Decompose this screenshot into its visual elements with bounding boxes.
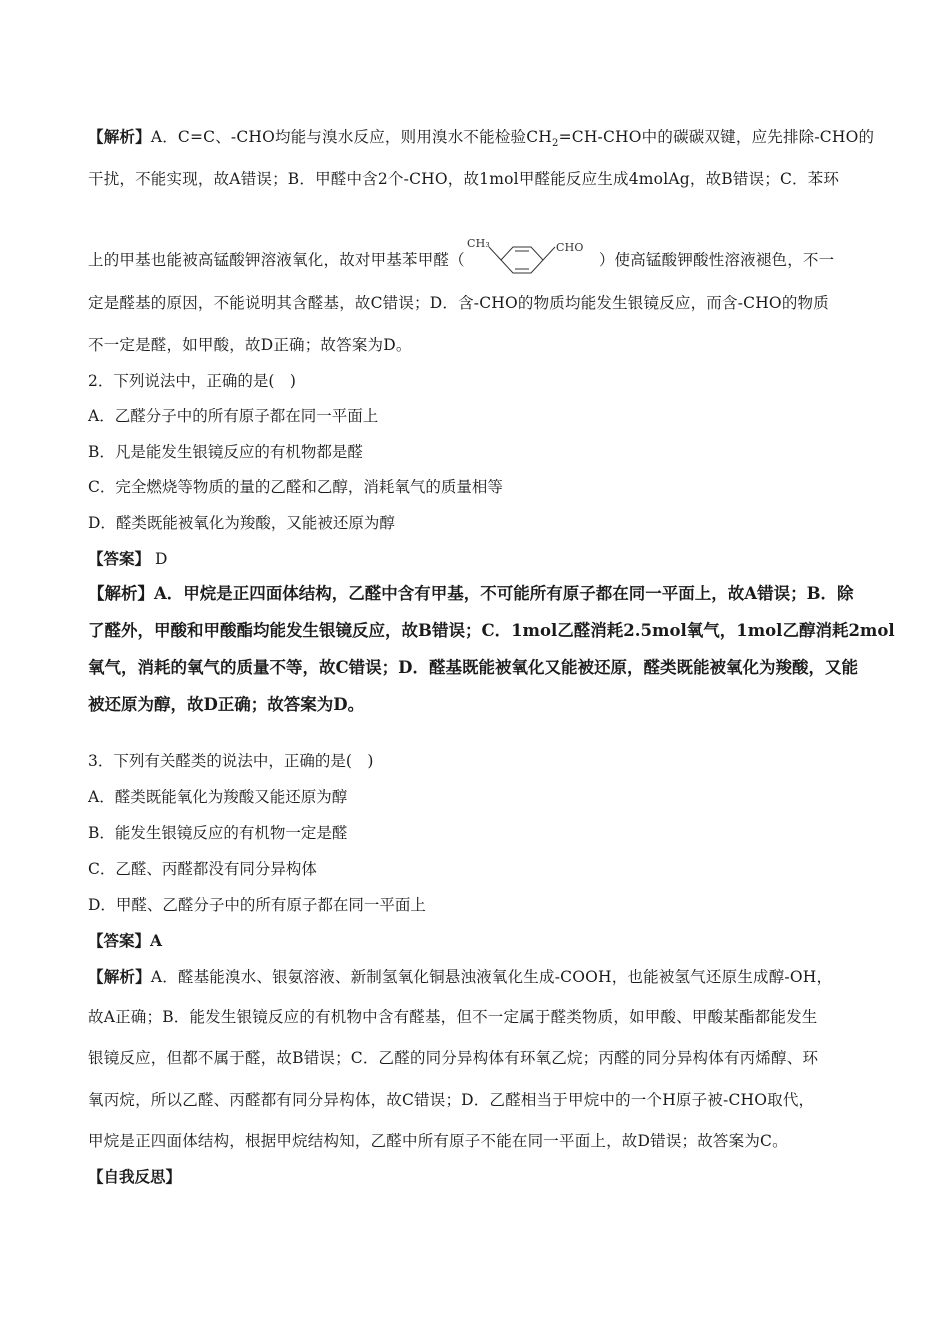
q2-analysis-line-2: 了醛外，甲酸和甲酸酯均能发生银镜反应，故B错误；C．1mol乙醛消耗2.5mol氧气，1mol乙醇消耗2mol	[88, 621, 895, 640]
text: A．C=C、-CHO均能与溴水反应，则用溴水不能检验CH	[150, 128, 553, 146]
text: 上的甲基也能被高锰酸钾溶液氧化，故对甲基苯甲醛（	[88, 251, 465, 269]
answer-value: D	[150, 550, 168, 568]
answer-tag: 【答案】	[88, 549, 151, 568]
subscript: 2	[552, 138, 559, 150]
q1-analysis-line-4: 定是醛基的原因，不能说明其含醛基，故C错误；D．含-CHO的物质均能发生银镜反应，而含-CHO的物质	[88, 294, 829, 312]
q2-analysis-line-4: 被还原为醇，故D正确；故答案为D。	[88, 695, 365, 714]
q3-option-d: D．甲醛、乙醛分子中的所有原子都在同一平面上	[88, 896, 426, 914]
q1-analysis-line-3	[88, 232, 834, 289]
q2-option-c: C．完全燃烧等物质的量的乙醛和乙醇，消耗氧气的质量相等	[88, 478, 503, 496]
q1-analysis-line-5: 不一定是醛，如甲酸，故D正确；故答案为D。	[88, 336, 412, 354]
q3-analysis-line-5: 甲烷是正四面体结构，根据甲烷结构知，乙醛中所有原子不能在同一平面上，故D错误；故答案为C。	[88, 1132, 788, 1150]
q2-option-b: B．凡是能发生银镜反应的有机物都是醛	[88, 443, 363, 461]
q3-option-c: C．乙醛、丙醛都没有同分异构体	[88, 860, 317, 878]
text: A．甲烷是正四面体结构，乙醛中含有甲基，不可能所有原子都在同一平面上，故A错误；B．除	[154, 584, 854, 603]
q3-option-a: A．醛类既能氧化为羧酸又能还原为醇	[88, 788, 348, 806]
q3-analysis-line-3: 银镜反应，但都不属于醛，故B错误；C．乙醛的同分异构体有环氧乙烷；丙醛的同分异构体有丙烯醇、环	[88, 1049, 819, 1067]
q1-analysis-line-1	[88, 126, 874, 155]
q3-answer	[88, 930, 162, 952]
text: =CH-CHO中的碳碳双键，应先排除-CHO的	[558, 128, 875, 146]
text: ）使高锰酸钾酸性溶液褪色，不一	[598, 251, 835, 269]
q3-analysis-line-1	[88, 966, 832, 988]
answer-value: A	[150, 931, 163, 950]
self-reflection-heading: 【自我反思】	[88, 1167, 182, 1186]
structure-svg	[467, 233, 597, 289]
cho-label: CHO	[555, 241, 584, 254]
q3-analysis-line-2: 故A正确；B．能发生银镜反应的有机物中含有醛基，但不一定属于醛类物质，如甲酸、甲酸某酯都能发生	[88, 1008, 818, 1026]
q2-analysis-line-3: 氧气，消耗的氧气的质量不等，故C错误；D．醛基既能被氧化又能被还原，醛类既能被氧化为羧酸，又能	[88, 658, 858, 677]
q2-option-a: A．乙醛分子中的所有原子都在同一平面上	[88, 407, 379, 425]
q2-answer	[88, 548, 167, 570]
q3-analysis-line-4: 氧丙烷，所以乙醛、丙醛都有同分异构体，故C错误；D．乙醛相当于甲烷中的一个H原子被-CHO取代，	[88, 1091, 815, 1109]
q3-option-b: B．能发生银镜反应的有机物一定是醛	[88, 824, 348, 842]
q2-stem: 2．下列说法中，正确的是( )	[88, 372, 296, 390]
q3-stem: 3．下列有关醛类的说法中，正确的是( )	[88, 752, 374, 770]
q2-analysis-line-1	[88, 583, 854, 605]
analysis-tag: 【解析】	[88, 584, 154, 603]
q1-analysis-line-2: 干扰，不能实现，故A错误；B．甲醛中含2个-CHO，故1mol甲醛能反应生成4molAg，故B错误；C．苯环	[88, 170, 840, 188]
analysis-tag: 【解析】	[88, 127, 151, 146]
q2-option-d: D．醛类既能被氧化为羧酸，又能被还原为醇	[88, 514, 395, 532]
answer-tag: 【答案】	[88, 931, 151, 950]
p-methylbenzaldehyde-structure	[467, 233, 597, 289]
text: A．醛基能溴水、银氨溶液、新制氢氧化铜悬浊液氧化生成-COOH，也能被氢气还原生成醇-OH，	[150, 968, 833, 986]
ch3-label: CH₃	[466, 237, 490, 250]
analysis-tag: 【解析】	[88, 967, 151, 986]
